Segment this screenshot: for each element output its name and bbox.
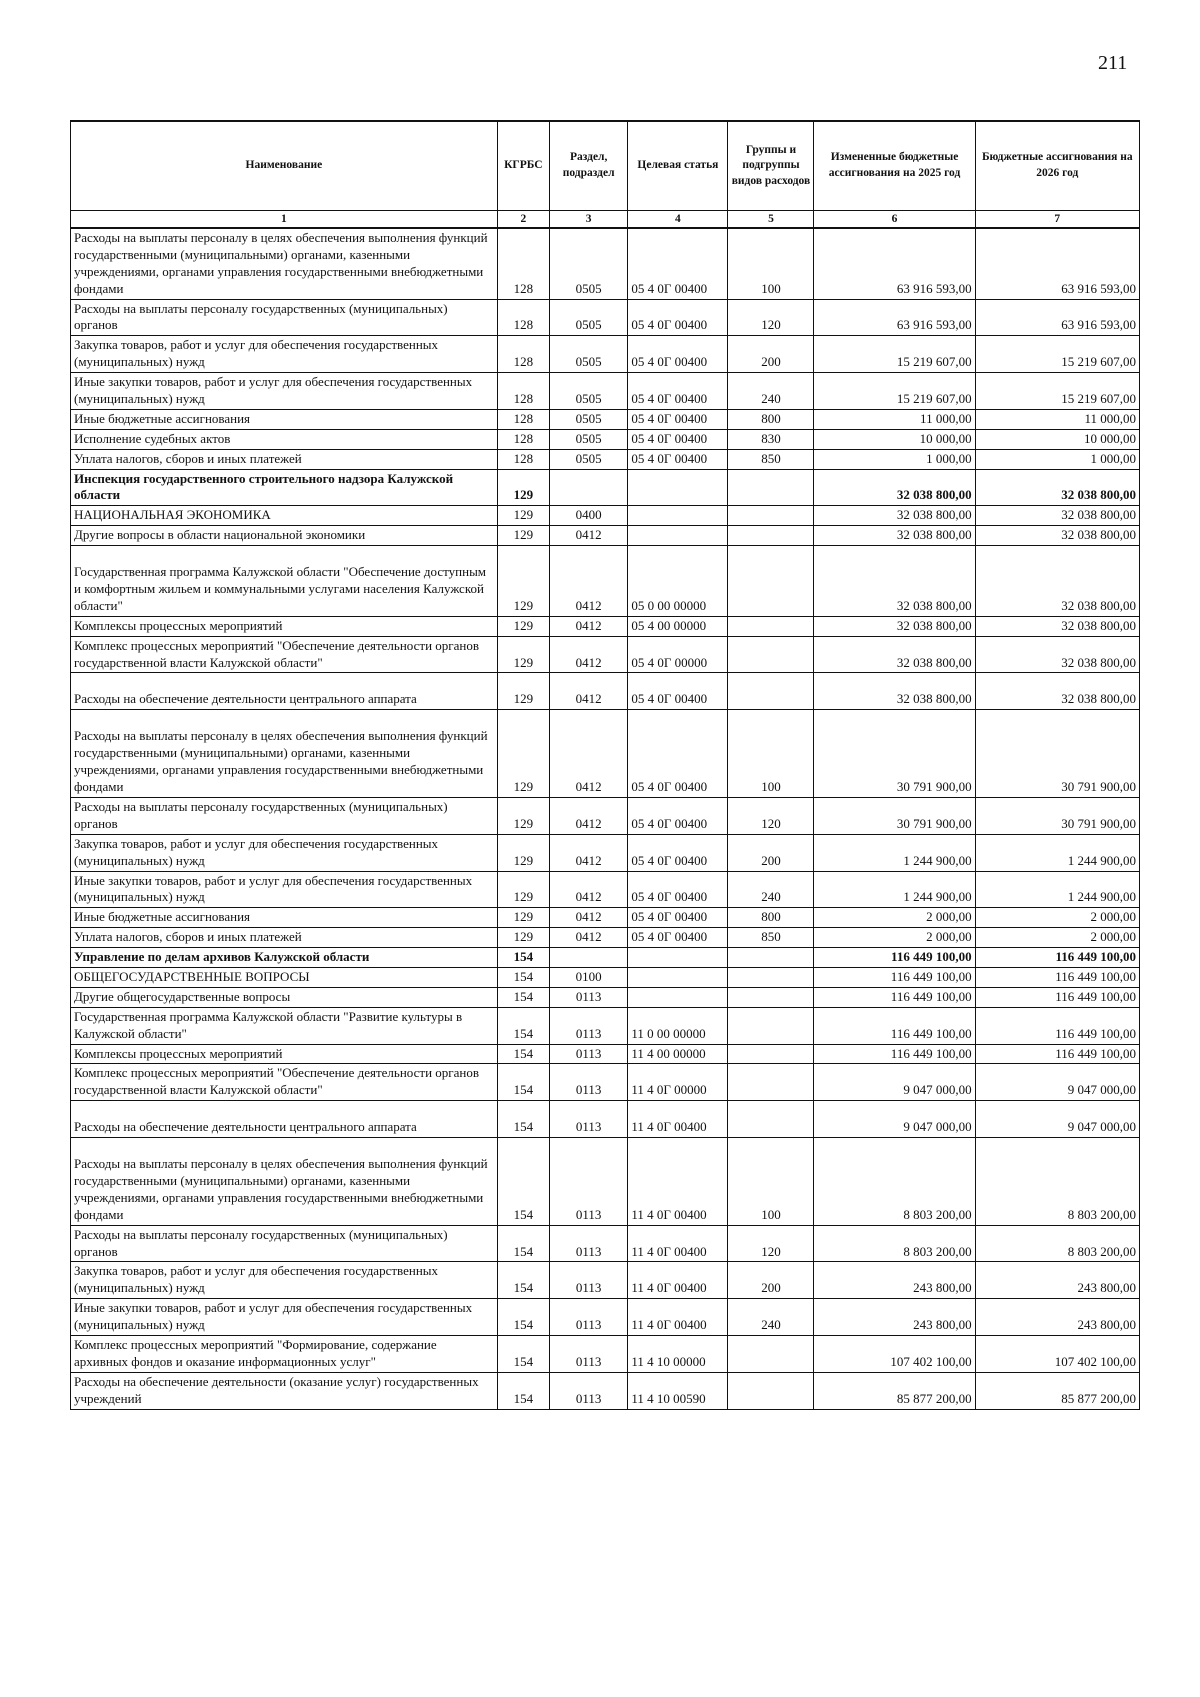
table-row <box>71 1101 1140 1138</box>
row-section: 0113 <box>549 987 627 1007</box>
row-expense-type: 240 <box>728 1299 814 1336</box>
row-amount-2026: 63 916 593,00 <box>975 228 1139 299</box>
row-target-article: 11 4 00 00000 <box>628 1044 728 1064</box>
row-amount-2025: 9 047 000,00 <box>814 1101 975 1138</box>
row-name: Управление по делам архивов Калужской области <box>71 948 498 968</box>
row-section: 0505 <box>549 429 627 449</box>
row-section: 0113 <box>549 1101 627 1138</box>
row-name: Иные бюджетные ассигнования <box>71 908 498 928</box>
row-name: Закупка товаров, работ и услуг для обеспечения государственных (муниципальных) нужд <box>71 834 498 871</box>
row-kgrbs: 154 <box>497 1064 549 1101</box>
row-amount-2025: 116 449 100,00 <box>814 967 975 987</box>
header-kgrbs: КГРБС <box>497 121 549 211</box>
row-amount-2026: 32 038 800,00 <box>975 526 1139 546</box>
row-section: 0113 <box>549 1299 627 1336</box>
row-target-article: 05 4 0Г 00400 <box>628 673 728 710</box>
column-number: 7 <box>975 211 1139 229</box>
row-section: 0100 <box>549 967 627 987</box>
row-amount-2026: 10 000,00 <box>975 429 1139 449</box>
row-section: 0505 <box>549 409 627 429</box>
row-kgrbs: 128 <box>497 336 549 373</box>
row-target-article: 05 4 0Г 00400 <box>628 336 728 373</box>
row-amount-2025: 2 000,00 <box>814 928 975 948</box>
row-section: 0113 <box>549 1372 627 1409</box>
row-amount-2025: 8 803 200,00 <box>814 1138 975 1226</box>
row-kgrbs: 154 <box>497 1138 549 1226</box>
row-kgrbs: 129 <box>497 834 549 871</box>
row-amount-2026: 9 047 000,00 <box>975 1064 1139 1101</box>
row-kgrbs: 128 <box>497 429 549 449</box>
table-row <box>71 506 1140 526</box>
row-amount-2026: 243 800,00 <box>975 1299 1139 1336</box>
table-row <box>71 1372 1140 1409</box>
row-kgrbs: 154 <box>497 948 549 968</box>
row-target-article: 11 4 0Г 00400 <box>628 1138 728 1226</box>
row-kgrbs: 154 <box>497 1372 549 1409</box>
row-target-article: 05 4 0Г 00400 <box>628 908 728 928</box>
row-name: Расходы на выплаты персоналу государственных (муниципальных) органов <box>71 1225 498 1262</box>
table-header-row <box>71 121 1140 211</box>
table-row <box>71 546 1140 617</box>
row-expense-type <box>728 469 814 506</box>
row-name: Расходы на выплаты персоналу в целях обеспечения выполнения функций государственными (муниципальными) органами, казенными учреждениями, органами управления государственными внебюджетными фондами <box>71 1138 498 1226</box>
row-amount-2026: 30 791 900,00 <box>975 797 1139 834</box>
row-kgrbs: 128 <box>497 373 549 410</box>
table-row <box>71 871 1140 908</box>
row-kgrbs: 129 <box>497 871 549 908</box>
table-row <box>71 616 1140 636</box>
row-expense-type: 100 <box>728 710 814 798</box>
table-body <box>71 228 1140 1409</box>
row-section: 0412 <box>549 710 627 798</box>
row-name: Закупка товаров, работ и услуг для обеспечения государственных (муниципальных) нужд <box>71 1262 498 1299</box>
table-row <box>71 948 1140 968</box>
row-name: ОБЩЕГОСУДАРСТВЕННЫЕ ВОПРОСЫ <box>71 967 498 987</box>
row-target-article: 11 4 10 00000 <box>628 1335 728 1372</box>
row-target-article <box>628 967 728 987</box>
row-section: 0505 <box>549 373 627 410</box>
column-number: 4 <box>628 211 728 229</box>
row-kgrbs: 154 <box>497 1299 549 1336</box>
row-expense-type <box>728 1101 814 1138</box>
row-amount-2026: 116 449 100,00 <box>975 1044 1139 1064</box>
row-amount-2026: 2 000,00 <box>975 928 1139 948</box>
row-kgrbs: 129 <box>497 546 549 617</box>
row-target-article: 05 4 0Г 00400 <box>628 299 728 336</box>
table-row <box>71 797 1140 834</box>
table-row <box>71 673 1140 710</box>
row-target-article: 11 4 10 00590 <box>628 1372 728 1409</box>
row-target-article: 05 4 0Г 00400 <box>628 429 728 449</box>
row-name: Государственная программа Калужской области "Обеспечение доступным и комфортным жильем и коммунальными услугами населения Калужской области" <box>71 546 498 617</box>
table-row <box>71 299 1140 336</box>
row-section: 0400 <box>549 506 627 526</box>
row-amount-2025: 15 219 607,00 <box>814 373 975 410</box>
row-kgrbs: 129 <box>497 673 549 710</box>
row-expense-type: 830 <box>728 429 814 449</box>
row-amount-2025: 32 038 800,00 <box>814 616 975 636</box>
row-target-article: 05 4 0Г 00400 <box>628 834 728 871</box>
row-section: 0412 <box>549 526 627 546</box>
row-amount-2026: 32 038 800,00 <box>975 546 1139 617</box>
row-name: Государственная программа Калужской области "Развитие культуры в Калужской области" <box>71 1007 498 1044</box>
row-kgrbs: 128 <box>497 449 549 469</box>
row-amount-2025: 107 402 100,00 <box>814 1335 975 1372</box>
row-target-article: 05 4 0Г 00400 <box>628 449 728 469</box>
row-expense-type <box>728 1007 814 1044</box>
row-amount-2025: 2 000,00 <box>814 908 975 928</box>
row-expense-type <box>728 948 814 968</box>
row-kgrbs: 154 <box>497 1225 549 1262</box>
row-amount-2026: 15 219 607,00 <box>975 373 1139 410</box>
table-row <box>71 429 1140 449</box>
row-expense-type: 850 <box>728 928 814 948</box>
row-kgrbs: 129 <box>497 908 549 928</box>
row-name: Расходы на выплаты персоналу государственных (муниципальных) органов <box>71 797 498 834</box>
row-target-article: 05 4 0Г 00400 <box>628 797 728 834</box>
row-amount-2026: 8 803 200,00 <box>975 1225 1139 1262</box>
table-row <box>71 1138 1140 1226</box>
row-target-article: 11 0 00 00000 <box>628 1007 728 1044</box>
row-target-article <box>628 987 728 1007</box>
row-amount-2025: 32 038 800,00 <box>814 636 975 673</box>
row-amount-2026: 11 000,00 <box>975 409 1139 429</box>
row-amount-2026: 32 038 800,00 <box>975 506 1139 526</box>
row-expense-type: 120 <box>728 299 814 336</box>
row-name: Закупка товаров, работ и услуг для обеспечения государственных (муниципальных) нужд <box>71 336 498 373</box>
row-target-article: 05 4 0Г 00400 <box>628 871 728 908</box>
row-amount-2025: 10 000,00 <box>814 429 975 449</box>
row-kgrbs: 128 <box>497 228 549 299</box>
row-section: 0113 <box>549 1335 627 1372</box>
row-section: 0113 <box>549 1262 627 1299</box>
row-expense-type <box>728 1044 814 1064</box>
row-name: Уплата налогов, сборов и иных платежей <box>71 928 498 948</box>
row-amount-2025: 85 877 200,00 <box>814 1372 975 1409</box>
table-row <box>71 449 1140 469</box>
row-amount-2026: 32 038 800,00 <box>975 469 1139 506</box>
table-row <box>71 636 1140 673</box>
table-row <box>71 228 1140 299</box>
table-row <box>71 1299 1140 1336</box>
row-target-article: 05 4 0Г 00400 <box>628 928 728 948</box>
row-kgrbs: 129 <box>497 797 549 834</box>
row-amount-2026: 63 916 593,00 <box>975 299 1139 336</box>
row-amount-2025: 32 038 800,00 <box>814 546 975 617</box>
row-amount-2025: 243 800,00 <box>814 1262 975 1299</box>
row-expense-type <box>728 616 814 636</box>
row-section: 0505 <box>549 449 627 469</box>
row-name: Другие общегосударственные вопросы <box>71 987 498 1007</box>
row-expense-type: 120 <box>728 1225 814 1262</box>
row-section <box>549 469 627 506</box>
row-amount-2026: 9 047 000,00 <box>975 1101 1139 1138</box>
row-section: 0113 <box>549 1225 627 1262</box>
row-amount-2025: 11 000,00 <box>814 409 975 429</box>
row-name: Иные закупки товаров, работ и услуг для обеспечения государственных (муниципальных) нужд <box>71 373 498 410</box>
row-amount-2025: 116 449 100,00 <box>814 1044 975 1064</box>
header-2025: Измененные бюджетные ассигнования на 2025 год <box>814 121 975 211</box>
row-kgrbs: 129 <box>497 469 549 506</box>
header-section: Раздел, подраздел <box>549 121 627 211</box>
row-target-article: 05 4 00 00000 <box>628 616 728 636</box>
table-row <box>71 1262 1140 1299</box>
row-section: 0412 <box>549 797 627 834</box>
row-target-article: 05 4 0Г 00400 <box>628 409 728 429</box>
row-kgrbs: 129 <box>497 710 549 798</box>
row-section <box>549 948 627 968</box>
row-amount-2025: 63 916 593,00 <box>814 228 975 299</box>
row-target-article: 11 4 0Г 00400 <box>628 1299 728 1336</box>
row-amount-2025: 1 244 900,00 <box>814 871 975 908</box>
row-expense-type <box>728 967 814 987</box>
row-section: 0113 <box>549 1064 627 1101</box>
row-expense-type <box>728 987 814 1007</box>
row-name: Другие вопросы в области национальной экономики <box>71 526 498 546</box>
row-expense-type: 100 <box>728 228 814 299</box>
row-target-article: 05 0 00 00000 <box>628 546 728 617</box>
row-name: Расходы на выплаты персоналу государственных (муниципальных) органов <box>71 299 498 336</box>
row-target-article: 11 4 0Г 00400 <box>628 1225 728 1262</box>
row-amount-2026: 32 038 800,00 <box>975 616 1139 636</box>
row-expense-type: 200 <box>728 1262 814 1299</box>
row-name: НАЦИОНАЛЬНАЯ ЭКОНОМИКА <box>71 506 498 526</box>
row-name: Исполнение судебных актов <box>71 429 498 449</box>
row-amount-2025: 116 449 100,00 <box>814 1007 975 1044</box>
row-expense-type <box>728 546 814 617</box>
row-target-article: 05 4 0Г 00400 <box>628 373 728 410</box>
row-amount-2026: 32 038 800,00 <box>975 673 1139 710</box>
row-amount-2026: 116 449 100,00 <box>975 948 1139 968</box>
row-section: 0113 <box>549 1138 627 1226</box>
row-amount-2025: 32 038 800,00 <box>814 673 975 710</box>
row-expense-type: 240 <box>728 373 814 410</box>
row-section: 0412 <box>549 928 627 948</box>
column-number: 6 <box>814 211 975 229</box>
row-kgrbs: 128 <box>497 409 549 429</box>
row-amount-2026: 243 800,00 <box>975 1262 1139 1299</box>
row-expense-type: 200 <box>728 834 814 871</box>
row-expense-type: 800 <box>728 908 814 928</box>
row-target-article <box>628 506 728 526</box>
row-amount-2025: 32 038 800,00 <box>814 526 975 546</box>
row-expense-type <box>728 1064 814 1101</box>
column-number-row <box>71 211 1140 229</box>
row-amount-2025: 1 000,00 <box>814 449 975 469</box>
row-expense-type <box>728 636 814 673</box>
row-kgrbs: 154 <box>497 967 549 987</box>
row-name: Расходы на выплаты персоналу в целях обеспечения выполнения функций государственными (муниципальными) органами, казенными учреждениями, органами управления государственными внебюджетными фондами <box>71 710 498 798</box>
header-2026: Бюджетные ассигнования на 2026 год <box>975 121 1139 211</box>
table-row <box>71 710 1140 798</box>
table-row <box>71 373 1140 410</box>
row-kgrbs: 129 <box>497 928 549 948</box>
row-name: Инспекция государственного строительного надзора Калужской области <box>71 469 498 506</box>
table-row <box>71 987 1140 1007</box>
row-amount-2025: 243 800,00 <box>814 1299 975 1336</box>
row-name: Расходы на выплаты персоналу в целях обеспечения выполнения функций государственными (муниципальными) органами, казенными учреждениями, органами управления государственными внебюджетными фондами <box>71 228 498 299</box>
table-row <box>71 1335 1140 1372</box>
row-section: 0505 <box>549 299 627 336</box>
row-amount-2025: 116 449 100,00 <box>814 987 975 1007</box>
row-name: Иные закупки товаров, работ и услуг для обеспечения государственных (муниципальных) нужд <box>71 871 498 908</box>
row-expense-type <box>728 526 814 546</box>
row-name: Комплекс процессных мероприятий "Обеспечение деятельности органов государственной власти Калужской области" <box>71 1064 498 1101</box>
row-amount-2026: 30 791 900,00 <box>975 710 1139 798</box>
row-amount-2025: 32 038 800,00 <box>814 506 975 526</box>
table-row <box>71 1007 1140 1044</box>
row-amount-2026: 85 877 200,00 <box>975 1372 1139 1409</box>
row-kgrbs: 154 <box>497 1262 549 1299</box>
row-target-article: 11 4 0Г 00400 <box>628 1262 728 1299</box>
row-amount-2025: 8 803 200,00 <box>814 1225 975 1262</box>
row-target-article <box>628 948 728 968</box>
row-amount-2025: 63 916 593,00 <box>814 299 975 336</box>
row-target-article: 05 4 0Г 00000 <box>628 636 728 673</box>
row-target-article: 05 4 0Г 00400 <box>628 228 728 299</box>
row-amount-2026: 1 244 900,00 <box>975 871 1139 908</box>
row-kgrbs: 154 <box>497 1007 549 1044</box>
table-row <box>71 928 1140 948</box>
row-amount-2026: 15 219 607,00 <box>975 336 1139 373</box>
row-target-article: 11 4 0Г 00000 <box>628 1064 728 1101</box>
row-expense-type: 100 <box>728 1138 814 1226</box>
column-number: 2 <box>497 211 549 229</box>
row-kgrbs: 154 <box>497 1335 549 1372</box>
row-amount-2025: 30 791 900,00 <box>814 797 975 834</box>
row-expense-type: 120 <box>728 797 814 834</box>
row-section: 0412 <box>549 546 627 617</box>
row-name: Расходы на обеспечение деятельности центрального аппарата <box>71 673 498 710</box>
row-target-article: 05 4 0Г 00400 <box>628 710 728 798</box>
row-amount-2026: 116 449 100,00 <box>975 1007 1139 1044</box>
row-section: 0113 <box>549 1007 627 1044</box>
row-target-article <box>628 469 728 506</box>
row-name: Иные закупки товаров, работ и услуг для обеспечения государственных (муниципальных) нужд <box>71 1299 498 1336</box>
row-kgrbs: 128 <box>497 299 549 336</box>
row-amount-2025: 1 244 900,00 <box>814 834 975 871</box>
row-section: 0505 <box>549 336 627 373</box>
row-name: Комплекс процессных мероприятий "Обеспечение деятельности органов государственной власти Калужской области" <box>71 636 498 673</box>
header-target: Целевая статья <box>628 121 728 211</box>
row-amount-2025: 116 449 100,00 <box>814 948 975 968</box>
row-section: 0505 <box>549 228 627 299</box>
row-kgrbs: 129 <box>497 506 549 526</box>
row-expense-type: 240 <box>728 871 814 908</box>
row-amount-2026: 116 449 100,00 <box>975 987 1139 1007</box>
row-name: Расходы на обеспечение деятельности (оказание услуг) государственных учреждений <box>71 1372 498 1409</box>
table-row <box>71 908 1140 928</box>
row-amount-2026: 32 038 800,00 <box>975 636 1139 673</box>
row-kgrbs: 154 <box>497 987 549 1007</box>
row-amount-2025: 9 047 000,00 <box>814 1064 975 1101</box>
table-row <box>71 834 1140 871</box>
row-section: 0412 <box>549 673 627 710</box>
row-amount-2026: 8 803 200,00 <box>975 1138 1139 1226</box>
row-name: Расходы на обеспечение деятельности центрального аппарата <box>71 1101 498 1138</box>
row-target-article: 11 4 0Г 00400 <box>628 1101 728 1138</box>
row-name: Комплексы процессных мероприятий <box>71 616 498 636</box>
row-section: 0412 <box>549 616 627 636</box>
row-expense-type <box>728 1372 814 1409</box>
row-expense-type <box>728 506 814 526</box>
budget-table <box>70 120 1140 1410</box>
table-row <box>71 526 1140 546</box>
column-number: 5 <box>728 211 814 229</box>
row-expense-type: 200 <box>728 336 814 373</box>
row-expense-type <box>728 1335 814 1372</box>
row-kgrbs: 154 <box>497 1101 549 1138</box>
row-amount-2026: 1 000,00 <box>975 449 1139 469</box>
row-kgrbs: 129 <box>497 616 549 636</box>
header-expense-type: Группы и подгруппы видов расходов <box>728 121 814 211</box>
table-row <box>71 1225 1140 1262</box>
row-amount-2026: 2 000,00 <box>975 908 1139 928</box>
column-number: 1 <box>71 211 498 229</box>
row-kgrbs: 154 <box>497 1044 549 1064</box>
row-section: 0412 <box>549 908 627 928</box>
table-row <box>71 1064 1140 1101</box>
column-number: 3 <box>549 211 627 229</box>
row-expense-type: 800 <box>728 409 814 429</box>
row-name: Уплата налогов, сборов и иных платежей <box>71 449 498 469</box>
table-row <box>71 336 1140 373</box>
row-target-article <box>628 526 728 546</box>
row-section: 0113 <box>549 1044 627 1064</box>
table-row <box>71 1044 1140 1064</box>
row-name: Иные бюджетные ассигнования <box>71 409 498 429</box>
table-row <box>71 967 1140 987</box>
table-row <box>71 409 1140 429</box>
table-row <box>71 469 1140 506</box>
row-kgrbs: 129 <box>497 526 549 546</box>
row-name: Комплексы процессных мероприятий <box>71 1044 498 1064</box>
row-name: Комплекс процессных мероприятий "Формирование, содержание архивных фондов и оказание информационных услуг" <box>71 1335 498 1372</box>
row-amount-2026: 1 244 900,00 <box>975 834 1139 871</box>
row-amount-2025: 30 791 900,00 <box>814 710 975 798</box>
row-amount-2026: 107 402 100,00 <box>975 1335 1139 1372</box>
row-kgrbs: 129 <box>497 636 549 673</box>
header-name: Наименование <box>71 121 498 211</box>
row-amount-2026: 116 449 100,00 <box>975 967 1139 987</box>
row-section: 0412 <box>549 834 627 871</box>
row-section: 0412 <box>549 636 627 673</box>
row-expense-type: 850 <box>728 449 814 469</box>
row-expense-type <box>728 673 814 710</box>
row-amount-2025: 32 038 800,00 <box>814 469 975 506</box>
page-number: 211 <box>1098 52 1128 74</box>
row-amount-2025: 15 219 607,00 <box>814 336 975 373</box>
row-section: 0412 <box>549 871 627 908</box>
